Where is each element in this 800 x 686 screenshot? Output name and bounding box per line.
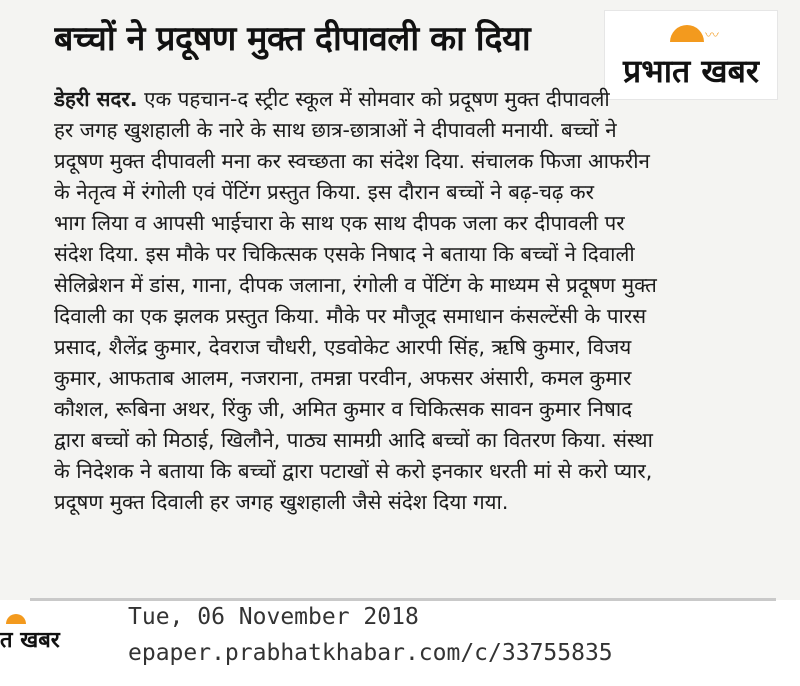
article-line: प्रदूषण मुक्त दिवाली हर जगह खुशहाली जैसे संदेश दिया गया. [54,490,509,514]
footer-logo-text: त खबर [0,628,60,653]
article-line: भाग लिया व आपसी भाईचारा के साथ एक साथ दीपक जला कर दीपावली पर [54,211,625,235]
article-line: कुमार, आफताब आलम, नजराना, तमन्ना परवीन, अफसर अंसारी, कमल कुमार [54,366,632,390]
logo-text: प्रभात खबर [623,52,759,90]
article-line: दिवाली का एक झलक प्रस्तुत किया. मौके पर मौजूद समाधान कंसल्टेंसी के पारस [54,304,647,328]
article-line: द्वारा बच्चों को मिठाई, खिलौने, पाठ्य सामग्री आदि बच्चों का वितरण किया. संस्था [54,428,653,452]
article-line: कौशल, रूबिना अथर, रिंकु जी, अमित कुमार व चिकित्सक सावन कुमार निषाद [54,397,633,421]
bird-icon: 〰 [705,28,719,44]
article-body [54,84,772,518]
article-line: सेलिब्रेशन में डांस, गाना, दीपक जलाना, रंगोली व पेंटिंग के माध्यम से प्रदूषण मुक्त [54,273,657,297]
article-line: प्रदूषण मुक्त दीपावली मना कर स्वच्छता का संदेश दिया. संचालक फिजा आफरीन [54,149,650,173]
epaper-url[interactable]: epaper.prabhatkhabar.com/c/33755835 [128,640,613,666]
article-line: प्रसाद, शैलेंद्र कुमार, देवराज चौधरी, एडवोकेट आरपी सिंह, ऋषि कुमार, विजय [54,335,632,359]
sun-icon [670,25,704,42]
article-line: के नेतृत्व में रंगोली एवं पेंटिंग प्रस्तुत किया. इस दौरान बच्चों ने बढ़-चढ़ कर [54,180,595,204]
article-line: डेहरी सदर. एक पहचान-द स्ट्रीट स्कूल में सोमवार को प्रदूषण मुक्त दीपावली [54,87,610,111]
footer-divider [30,598,776,601]
sun-icon [6,614,26,624]
footer-logo [0,610,120,668]
article-line: संदेश दिया. इस मौके पर चिकित्सक एसके निषाद ने बताया कि बच्चों ने दिवाली [54,242,635,266]
edition-date: Tue, 06 November 2018 [128,604,419,630]
dateline: डेहरी सदर. [54,87,138,111]
article-line: के निदेशक ने बताया कि बच्चों द्वारा पटाखों से करो इनकार धरती मां से करो प्यार, [54,459,653,483]
headline: बच्चों ने प्रदूषण मुक्त दीपावली का दिया [54,19,531,59]
article-line: हर जगह खुशहाली के नारे के साथ छात्र-छात्राओं ने दीपावली मनायी. बच्चों ने [54,118,617,142]
